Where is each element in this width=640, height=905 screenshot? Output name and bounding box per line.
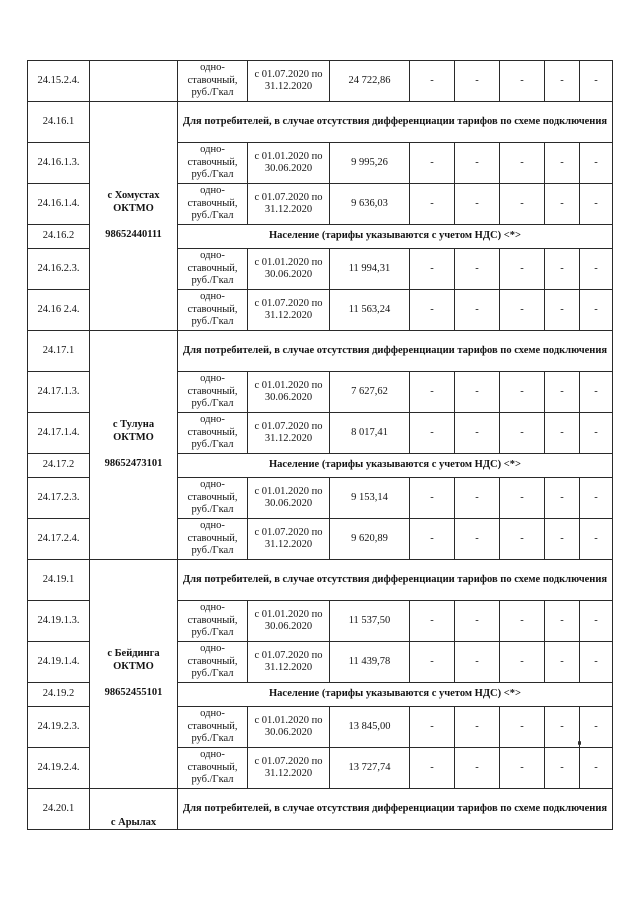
section-header-row <box>28 102 613 143</box>
section-header-row <box>28 789 613 830</box>
period-cell: с 01.01.2020 по 30.06.2020 <box>248 478 330 519</box>
empty-value-cell: - <box>455 61 500 102</box>
empty-value-cell: - <box>410 372 455 413</box>
empty-value-cell: - <box>545 519 580 560</box>
section-code: 24.16.2 <box>28 225 90 249</box>
tariff-value: 7 627,62 <box>330 372 410 413</box>
section-heading: Для потребителей, в случае отсутствия дифференциации тарифов по схеме подключения <box>178 789 613 830</box>
empty-value-cell: - <box>580 249 613 290</box>
empty-value-cell: - <box>500 413 545 454</box>
oktmo-label: ОКТМО <box>113 660 154 672</box>
empty-value-cell: - <box>455 519 500 560</box>
empty-value-cell: - <box>410 290 455 331</box>
empty-value-cell: - <box>580 184 613 225</box>
empty-value-cell: - <box>580 61 613 102</box>
period-cell: с 01.07.2020 по 31.12.2020 <box>248 748 330 789</box>
empty-value-cell: - <box>410 748 455 789</box>
place-name: с Тулуна <box>112 419 155 431</box>
place-name: с Бейдинга <box>107 648 160 660</box>
row-code: 24.19.1.3. <box>28 601 90 642</box>
empty-value-cell: - <box>455 707 500 748</box>
empty-value-cell: - <box>500 519 545 560</box>
period-cell: с 01.07.2020 по 31.12.2020 <box>248 519 330 560</box>
empty-value-cell: - <box>410 519 455 560</box>
empty-value-cell: - <box>580 642 613 683</box>
period-cell: с 01.01.2020 по 30.06.2020 <box>248 372 330 413</box>
place-cell <box>90 331 178 560</box>
unit-cell: одно-ставочный, руб./Гкал <box>178 372 248 413</box>
unit-cell: одно-ставочный, руб./Гкал <box>178 61 248 102</box>
period-cell: с 01.07.2020 по 31.12.2020 <box>248 61 330 102</box>
section-heading: Население (тарифы указываются с учетом НДС) <*> <box>178 225 613 249</box>
section-header-row <box>28 560 613 601</box>
tariff-value: 11 439,78 <box>330 642 410 683</box>
row-code: 24.16.1.4. <box>28 184 90 225</box>
section-code: 24.17.1 <box>28 331 90 372</box>
row-code: 24.16 2.4. <box>28 290 90 331</box>
oktmo-code: 98652473101 <box>104 458 163 470</box>
tariff-value: 9 995,26 <box>330 143 410 184</box>
row-code: 24.15.2.4. <box>28 61 90 102</box>
empty-value-cell: - <box>500 748 545 789</box>
empty-value-cell: - <box>580 601 613 642</box>
empty-value-cell: - <box>545 642 580 683</box>
unit-cell: одно-ставочный, руб./Гкал <box>178 707 248 748</box>
period-cell: с 01.01.2020 по 30.06.2020 <box>248 143 330 184</box>
unit-cell: одно-ставочный, руб./Гкал <box>178 249 248 290</box>
empty-value-cell: - <box>410 61 455 102</box>
place-cell: с Арылах <box>90 789 178 830</box>
table-row <box>28 61 613 102</box>
empty-value-cell: - <box>455 642 500 683</box>
empty-value-cell: - <box>410 184 455 225</box>
empty-value-cell: - <box>455 290 500 331</box>
oktmo-label: ОКТМО <box>113 431 154 443</box>
empty-value-cell: - <box>580 707 613 748</box>
row-code: 24.16.2.3. <box>28 249 90 290</box>
empty-value-cell: - <box>545 143 580 184</box>
row-code: 24.17.2.3. <box>28 478 90 519</box>
empty-value-cell: - <box>545 290 580 331</box>
empty-value-cell: - <box>545 61 580 102</box>
period-cell: с 01.07.2020 по 31.12.2020 <box>248 184 330 225</box>
row-code: 24.17.2.4. <box>28 519 90 560</box>
empty-value-cell: - <box>580 372 613 413</box>
empty-value-cell: - <box>410 143 455 184</box>
period-cell: с 01.07.2020 по 31.12.2020 <box>248 413 330 454</box>
section-heading: Население (тарифы указываются с учетом НДС) <*> <box>178 454 613 478</box>
empty-value-cell: - <box>410 413 455 454</box>
row-code: 24.19.2.4. <box>28 748 90 789</box>
empty-value-cell: - <box>410 642 455 683</box>
period-cell: с 01.01.2020 по 30.06.2020 <box>248 707 330 748</box>
period-cell: с 01.07.2020 по 31.12.2020 <box>248 290 330 331</box>
row-code: 24.19.1.4. <box>28 642 90 683</box>
unit-cell: одно-ставочный, руб./Гкал <box>178 519 248 560</box>
empty-value-cell: - <box>500 601 545 642</box>
section-code: 24.20.1 <box>28 789 90 830</box>
oktmo-label: ОКТМО <box>113 202 154 214</box>
place-cell <box>90 102 178 331</box>
empty-value-cell: - <box>545 372 580 413</box>
empty-value-cell: - <box>580 478 613 519</box>
unit-cell: одно-ставочный, руб./Гкал <box>178 184 248 225</box>
empty-value-cell: - <box>500 290 545 331</box>
tariff-value: 13 727,74 <box>330 748 410 789</box>
empty-value-cell: - <box>580 413 613 454</box>
unit-cell: одно-ставочный, руб./Гкал <box>178 290 248 331</box>
unit-cell: одно-ставочный, руб./Гкал <box>178 601 248 642</box>
empty-value-cell: - <box>580 519 613 560</box>
row-code: 24.16.1.3. <box>28 143 90 184</box>
empty-value-cell: - <box>545 478 580 519</box>
section-heading: Население (тарифы указываются с учетом НДС) <*> <box>178 683 613 707</box>
row-code: 24.17.1.4. <box>28 413 90 454</box>
unit-cell: одно-ставочный, руб./Гкал <box>178 478 248 519</box>
oktmo-code: 98652455101 <box>104 687 163 699</box>
tariff-table <box>27 60 613 830</box>
empty-value-cell: - <box>545 601 580 642</box>
empty-value-cell: - <box>580 748 613 789</box>
place-cell <box>90 560 178 789</box>
tariff-value: 11 563,24 <box>330 290 410 331</box>
section-heading: Для потребителей, в случае отсутствия дифференциации тарифов по схеме подключения <box>178 102 613 143</box>
unit-cell: одно-ставочный, руб./Гкал <box>178 143 248 184</box>
tariff-value: 9 636,03 <box>330 184 410 225</box>
empty-value-cell: - <box>410 249 455 290</box>
tariff-value: 9 620,89 <box>330 519 410 560</box>
tariff-table-body <box>28 61 613 830</box>
empty-value-cell: - <box>455 372 500 413</box>
empty-value-cell: - <box>500 372 545 413</box>
empty-value-cell: - <box>500 184 545 225</box>
empty-value-cell: - <box>580 290 613 331</box>
empty-value-cell: - <box>500 143 545 184</box>
empty-value-cell: - <box>545 184 580 225</box>
empty-value-cell: - <box>455 143 500 184</box>
unit-cell: одно-ставочный, руб./Гкал <box>178 748 248 789</box>
empty-value-cell: - <box>580 143 613 184</box>
empty-value-cell: - <box>545 748 580 789</box>
section-heading: Для потребителей, в случае отсутствия дифференциации тарифов по схеме подключения <box>178 560 613 601</box>
scan-speck <box>578 741 581 745</box>
empty-value-cell: - <box>545 249 580 290</box>
empty-value-cell: - <box>500 249 545 290</box>
section-code: 24.19.1 <box>28 560 90 601</box>
row-code: 24.19.2.3. <box>28 707 90 748</box>
tariff-value: 11 537,50 <box>330 601 410 642</box>
section-code: 24.17.2 <box>28 454 90 478</box>
empty-value-cell: - <box>500 642 545 683</box>
section-heading: Для потребителей, в случае отсутствия дифференциации тарифов по схеме подключения <box>178 331 613 372</box>
period-cell: с 01.01.2020 по 30.06.2020 <box>248 249 330 290</box>
period-cell: с 01.01.2020 по 30.06.2020 <box>248 601 330 642</box>
empty-value-cell: - <box>455 748 500 789</box>
empty-value-cell: - <box>455 249 500 290</box>
unit-cell: одно-ставочный, руб./Гкал <box>178 642 248 683</box>
empty-value-cell: - <box>500 707 545 748</box>
row-code: 24.17.1.3. <box>28 372 90 413</box>
section-code: 24.16.1 <box>28 102 90 143</box>
empty-value-cell: - <box>410 478 455 519</box>
tariff-value: 11 994,31 <box>330 249 410 290</box>
empty-value-cell: - <box>500 61 545 102</box>
tariff-value: 13 845,00 <box>330 707 410 748</box>
empty-value-cell: - <box>455 184 500 225</box>
tariff-value: 8 017,41 <box>330 413 410 454</box>
unit-cell: одно-ставочный, руб./Гкал <box>178 413 248 454</box>
tariff-value: 9 153,14 <box>330 478 410 519</box>
empty-value-cell: - <box>455 601 500 642</box>
empty-value-cell: - <box>545 413 580 454</box>
empty-value-cell: - <box>455 413 500 454</box>
section-header-row <box>28 331 613 372</box>
empty-value-cell: - <box>500 478 545 519</box>
empty-value-cell: - <box>410 601 455 642</box>
place-name: с Хомустах <box>107 190 160 202</box>
empty-value-cell: - <box>410 707 455 748</box>
oktmo-code: 98652440111 <box>105 229 162 241</box>
empty-value-cell: - <box>455 478 500 519</box>
period-cell: с 01.07.2020 по 31.12.2020 <box>248 642 330 683</box>
section-code: 24.19.2 <box>28 683 90 707</box>
empty-value-cell: - <box>545 707 580 748</box>
place-cell-empty <box>90 61 178 102</box>
tariff-value: 24 722,86 <box>330 61 410 102</box>
